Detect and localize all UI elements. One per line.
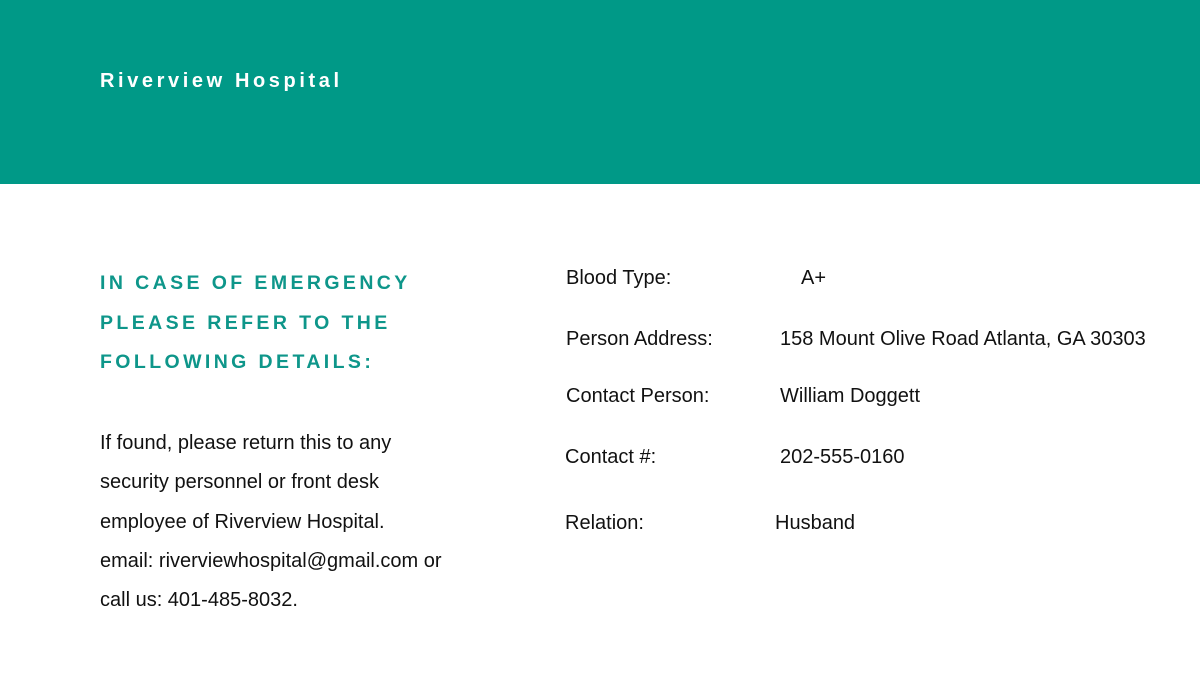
- hospital-name: Riverview Hospital: [100, 70, 343, 92]
- field-value: 202-555-0160: [780, 446, 905, 468]
- instructions-line: If found, please return this to any: [100, 432, 392, 454]
- field-value: Husband: [775, 512, 856, 534]
- field-value: 158 Mount Olive Road Atlanta, GA 30303: [780, 328, 1146, 350]
- emergency-heading-line: PLEASE REFER TO THE: [100, 311, 391, 334]
- return-instructions: [100, 424, 520, 620]
- field-label: Contact Person:: [566, 385, 710, 407]
- emergency-heading-line: IN CASE OF EMERGENCY: [100, 272, 411, 294]
- instructions-line: employee of Riverview Hospital.: [100, 510, 385, 533]
- field-label: Contact #:: [565, 446, 657, 468]
- field-value: A+: [801, 267, 827, 289]
- field-label: Person Address:: [566, 328, 713, 350]
- field-value: William Doggett: [780, 385, 921, 407]
- field-label: Relation:: [565, 512, 644, 534]
- instructions-line: security personnel or front desk: [100, 471, 380, 494]
- emergency-heading-line: FOLLOWING DETAILS:: [100, 351, 375, 373]
- field-label: Blood Type:: [566, 267, 672, 289]
- header-banner: [0, 0, 1200, 184]
- instructions-line: email: riverviewhospital@gmail.com or: [100, 549, 442, 572]
- emergency-heading: [100, 264, 520, 383]
- instructions-line: call us: 401-485-8032.: [100, 589, 298, 612]
